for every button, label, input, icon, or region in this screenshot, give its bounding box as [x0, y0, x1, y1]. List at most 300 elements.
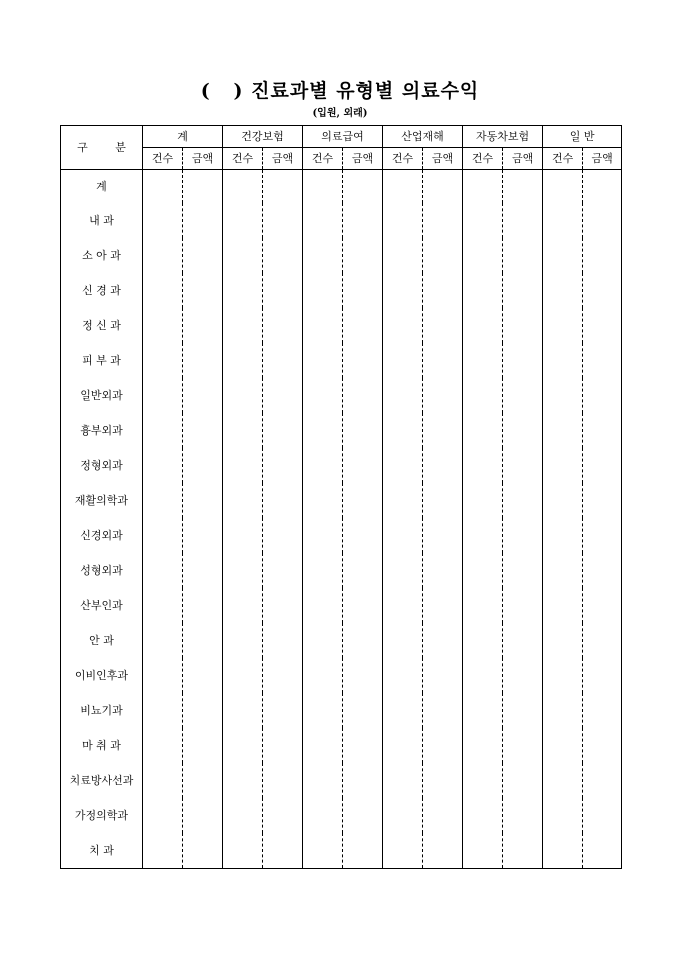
- amount-cell[interactable]: [503, 413, 543, 448]
- amount-cell[interactable]: [503, 623, 543, 658]
- count-cell[interactable]: [143, 170, 183, 204]
- count-cell[interactable]: [143, 273, 183, 308]
- amount-cell[interactable]: [583, 833, 622, 869]
- amount-cell[interactable]: [503, 448, 543, 483]
- count-cell[interactable]: [383, 413, 423, 448]
- amount-cell[interactable]: [423, 763, 463, 798]
- count-cell[interactable]: [303, 518, 343, 553]
- count-cell[interactable]: [143, 728, 183, 763]
- amount-cell[interactable]: [183, 833, 223, 869]
- count-subheader: 건수: [383, 148, 423, 170]
- count-cell[interactable]: [223, 833, 263, 869]
- count-cell[interactable]: [543, 308, 583, 343]
- count-cell[interactable]: [383, 553, 423, 588]
- count-cell[interactable]: [143, 623, 183, 658]
- count-cell[interactable]: [463, 273, 503, 308]
- amount-cell[interactable]: [263, 553, 303, 588]
- category-label: 정형외과: [61, 448, 143, 483]
- amount-subheader: 금액: [583, 148, 622, 170]
- group-header: 의료급여: [303, 126, 383, 148]
- amount-cell[interactable]: [263, 728, 303, 763]
- amount-cell[interactable]: [343, 553, 383, 588]
- count-cell[interactable]: [543, 623, 583, 658]
- count-cell[interactable]: [303, 588, 343, 623]
- table-row: [61, 378, 622, 413]
- table-row: [61, 553, 622, 588]
- amount-cell[interactable]: [343, 308, 383, 343]
- amount-cell[interactable]: [583, 658, 622, 693]
- amount-cell[interactable]: [343, 588, 383, 623]
- count-cell[interactable]: [383, 238, 423, 273]
- amount-cell[interactable]: [423, 273, 463, 308]
- amount-cell[interactable]: [183, 343, 223, 378]
- amount-cell[interactable]: [343, 658, 383, 693]
- amount-cell[interactable]: [183, 413, 223, 448]
- count-cell[interactable]: [223, 588, 263, 623]
- amount-cell[interactable]: [503, 343, 543, 378]
- count-cell[interactable]: [303, 170, 343, 204]
- amount-cell[interactable]: [583, 343, 622, 378]
- count-subheader: 건수: [143, 148, 183, 170]
- count-cell[interactable]: [463, 588, 503, 623]
- table-row: [61, 763, 622, 798]
- count-cell[interactable]: [463, 170, 503, 204]
- amount-cell[interactable]: [583, 448, 622, 483]
- count-cell[interactable]: [463, 308, 503, 343]
- table-row: [61, 273, 622, 308]
- amount-cell[interactable]: [503, 728, 543, 763]
- count-cell[interactable]: [143, 693, 183, 728]
- amount-cell[interactable]: [503, 518, 543, 553]
- count-cell[interactable]: [223, 658, 263, 693]
- count-cell[interactable]: [223, 763, 263, 798]
- count-cell[interactable]: [383, 728, 423, 763]
- table-row: [61, 588, 622, 623]
- count-cell[interactable]: [223, 343, 263, 378]
- amount-cell[interactable]: [503, 203, 543, 238]
- amount-cell[interactable]: [183, 448, 223, 483]
- amount-cell[interactable]: [503, 693, 543, 728]
- count-cell[interactable]: [543, 413, 583, 448]
- amount-cell[interactable]: [503, 238, 543, 273]
- table-row: [61, 833, 622, 869]
- count-cell[interactable]: [543, 693, 583, 728]
- amount-cell[interactable]: [183, 693, 223, 728]
- amount-cell[interactable]: [343, 378, 383, 413]
- amount-cell[interactable]: [263, 518, 303, 553]
- category-label: 흉부외과: [61, 413, 143, 448]
- group-header: 건강보험: [223, 126, 303, 148]
- amount-cell[interactable]: [503, 833, 543, 869]
- amount-cell[interactable]: [583, 798, 622, 833]
- count-cell[interactable]: [463, 763, 503, 798]
- count-cell[interactable]: [223, 553, 263, 588]
- amount-cell[interactable]: [423, 728, 463, 763]
- count-cell[interactable]: [143, 448, 183, 483]
- count-cell[interactable]: [383, 308, 423, 343]
- amount-cell[interactable]: [583, 308, 622, 343]
- count-cell[interactable]: [303, 448, 343, 483]
- amount-cell[interactable]: [423, 833, 463, 869]
- count-cell[interactable]: [303, 483, 343, 518]
- amount-subheader: 금액: [183, 148, 223, 170]
- amount-cell[interactable]: [343, 728, 383, 763]
- table-row: [61, 203, 622, 238]
- table-row: [61, 308, 622, 343]
- count-cell[interactable]: [143, 483, 183, 518]
- count-cell[interactable]: [143, 308, 183, 343]
- table-row: [61, 728, 622, 763]
- amount-subheader: 금액: [343, 148, 383, 170]
- count-cell[interactable]: [543, 553, 583, 588]
- amount-cell[interactable]: [423, 553, 463, 588]
- count-cell[interactable]: [463, 798, 503, 833]
- count-cell[interactable]: [383, 448, 423, 483]
- category-label: 재활의학과: [61, 483, 143, 518]
- count-cell[interactable]: [463, 833, 503, 869]
- count-cell[interactable]: [143, 378, 183, 413]
- amount-cell[interactable]: [343, 518, 383, 553]
- amount-cell[interactable]: [503, 553, 543, 588]
- count-cell[interactable]: [223, 203, 263, 238]
- count-cell[interactable]: [303, 833, 343, 869]
- count-cell[interactable]: [463, 413, 503, 448]
- count-cell[interactable]: [463, 378, 503, 413]
- amount-cell[interactable]: [183, 273, 223, 308]
- table-row: [61, 623, 622, 658]
- count-cell[interactable]: [383, 658, 423, 693]
- count-cell[interactable]: [143, 413, 183, 448]
- table-row: [61, 483, 622, 518]
- count-cell[interactable]: [303, 693, 343, 728]
- count-cell[interactable]: [383, 693, 423, 728]
- amount-cell[interactable]: [423, 343, 463, 378]
- amount-cell[interactable]: [343, 203, 383, 238]
- amount-cell[interactable]: [583, 728, 622, 763]
- table-row: [61, 170, 622, 204]
- count-cell[interactable]: [543, 798, 583, 833]
- amount-cell[interactable]: [343, 763, 383, 798]
- amount-cell[interactable]: [423, 413, 463, 448]
- category-label: 비뇨기과: [61, 693, 143, 728]
- count-cell[interactable]: [143, 658, 183, 693]
- group-header: 일 반: [543, 126, 622, 148]
- category-label: 소 아 과: [61, 238, 143, 273]
- count-cell[interactable]: [383, 170, 423, 204]
- count-cell[interactable]: [223, 413, 263, 448]
- count-cell[interactable]: [303, 308, 343, 343]
- amount-cell[interactable]: [503, 170, 543, 204]
- count-cell[interactable]: [383, 518, 423, 553]
- count-cell[interactable]: [383, 763, 423, 798]
- amount-cell[interactable]: [423, 448, 463, 483]
- amount-cell[interactable]: [503, 483, 543, 518]
- medical-revenue-table: [60, 125, 622, 869]
- count-cell[interactable]: [543, 203, 583, 238]
- count-cell[interactable]: [543, 588, 583, 623]
- table-row: [61, 448, 622, 483]
- count-cell[interactable]: [223, 448, 263, 483]
- count-cell[interactable]: [383, 798, 423, 833]
- count-cell[interactable]: [383, 833, 423, 869]
- amount-cell[interactable]: [583, 623, 622, 658]
- amount-cell[interactable]: [423, 588, 463, 623]
- count-cell[interactable]: [143, 343, 183, 378]
- amount-cell[interactable]: [503, 588, 543, 623]
- category-label: 마 취 과: [61, 728, 143, 763]
- amount-cell[interactable]: [423, 483, 463, 518]
- amount-cell[interactable]: [183, 658, 223, 693]
- count-cell[interactable]: [303, 413, 343, 448]
- amount-cell[interactable]: [343, 273, 383, 308]
- amount-cell[interactable]: [423, 518, 463, 553]
- amount-cell[interactable]: [183, 553, 223, 588]
- table-row: [61, 798, 622, 833]
- amount-cell[interactable]: [183, 238, 223, 273]
- amount-cell[interactable]: [583, 273, 622, 308]
- amount-cell[interactable]: [183, 308, 223, 343]
- count-cell[interactable]: [543, 170, 583, 204]
- count-cell[interactable]: [303, 238, 343, 273]
- amount-cell[interactable]: [423, 203, 463, 238]
- category-label: 내 과: [61, 203, 143, 238]
- amount-cell[interactable]: [343, 343, 383, 378]
- amount-cell[interactable]: [263, 658, 303, 693]
- category-label: 피 부 과: [61, 343, 143, 378]
- amount-cell[interactable]: [503, 763, 543, 798]
- category-label: 계: [61, 170, 143, 204]
- count-cell[interactable]: [543, 378, 583, 413]
- count-cell[interactable]: [383, 483, 423, 518]
- amount-cell[interactable]: [183, 588, 223, 623]
- amount-cell[interactable]: [503, 658, 543, 693]
- amount-cell[interactable]: [183, 763, 223, 798]
- category-label: 신경외과: [61, 518, 143, 553]
- amount-cell[interactable]: [183, 483, 223, 518]
- amount-cell[interactable]: [263, 693, 303, 728]
- amount-cell[interactable]: [263, 763, 303, 798]
- count-cell[interactable]: [543, 343, 583, 378]
- count-cell[interactable]: [303, 763, 343, 798]
- amount-cell[interactable]: [583, 413, 622, 448]
- count-cell[interactable]: [223, 273, 263, 308]
- amount-cell[interactable]: [263, 203, 303, 238]
- category-label: 치료방사선과: [61, 763, 143, 798]
- count-cell[interactable]: [303, 378, 343, 413]
- amount-cell[interactable]: [263, 833, 303, 869]
- count-cell[interactable]: [463, 238, 503, 273]
- count-subheader: 건수: [303, 148, 343, 170]
- amount-cell[interactable]: [583, 483, 622, 518]
- count-cell[interactable]: [463, 623, 503, 658]
- row-header: 구 분: [61, 126, 143, 170]
- count-cell[interactable]: [463, 728, 503, 763]
- amount-cell[interactable]: [263, 623, 303, 658]
- amount-cell[interactable]: [343, 238, 383, 273]
- count-cell[interactable]: [303, 798, 343, 833]
- count-cell[interactable]: [463, 343, 503, 378]
- count-cell[interactable]: [143, 238, 183, 273]
- count-cell[interactable]: [303, 658, 343, 693]
- amount-cell[interactable]: [583, 518, 622, 553]
- count-cell[interactable]: [303, 728, 343, 763]
- count-subheader: 건수: [463, 148, 503, 170]
- count-cell[interactable]: [463, 658, 503, 693]
- count-cell[interactable]: [223, 728, 263, 763]
- count-cell[interactable]: [463, 693, 503, 728]
- amount-cell[interactable]: [343, 448, 383, 483]
- count-cell[interactable]: [303, 623, 343, 658]
- amount-cell[interactable]: [183, 623, 223, 658]
- count-cell[interactable]: [223, 308, 263, 343]
- amount-cell[interactable]: [263, 273, 303, 308]
- amount-cell[interactable]: [503, 308, 543, 343]
- count-cell[interactable]: [223, 483, 263, 518]
- amount-cell[interactable]: [503, 273, 543, 308]
- amount-cell[interactable]: [263, 308, 303, 343]
- count-cell[interactable]: [383, 203, 423, 238]
- count-cell[interactable]: [463, 448, 503, 483]
- category-label: 신 경 과: [61, 273, 143, 308]
- category-label: 가정의학과: [61, 798, 143, 833]
- amount-cell[interactable]: [423, 308, 463, 343]
- amount-cell[interactable]: [503, 378, 543, 413]
- amount-cell[interactable]: [183, 170, 223, 204]
- table-row: [61, 518, 622, 553]
- count-cell[interactable]: [303, 273, 343, 308]
- amount-cell[interactable]: [183, 728, 223, 763]
- count-cell[interactable]: [543, 833, 583, 869]
- count-cell[interactable]: [223, 693, 263, 728]
- amount-cell[interactable]: [583, 238, 622, 273]
- amount-cell[interactable]: [263, 343, 303, 378]
- count-cell[interactable]: [303, 553, 343, 588]
- count-cell[interactable]: [463, 203, 503, 238]
- table-row: [61, 658, 622, 693]
- amount-cell[interactable]: [583, 203, 622, 238]
- document-title: ( ) 진료과별 유형별 의료수익: [200, 80, 480, 102]
- count-cell[interactable]: [543, 728, 583, 763]
- amount-cell[interactable]: [343, 483, 383, 518]
- count-cell[interactable]: [143, 553, 183, 588]
- count-cell[interactable]: [543, 448, 583, 483]
- amount-cell[interactable]: [263, 588, 303, 623]
- count-cell[interactable]: [223, 518, 263, 553]
- amount-cell[interactable]: [263, 413, 303, 448]
- amount-cell[interactable]: [583, 588, 622, 623]
- amount-cell[interactable]: [423, 238, 463, 273]
- category-label: 안 과: [61, 623, 143, 658]
- amount-cell[interactable]: [583, 693, 622, 728]
- count-cell[interactable]: [223, 623, 263, 658]
- count-cell[interactable]: [383, 623, 423, 658]
- amount-cell[interactable]: [423, 798, 463, 833]
- amount-cell[interactable]: [423, 693, 463, 728]
- count-cell[interactable]: [223, 170, 263, 204]
- count-cell[interactable]: [303, 343, 343, 378]
- amount-subheader: 금액: [423, 148, 463, 170]
- amount-cell[interactable]: [183, 203, 223, 238]
- count-cell[interactable]: [143, 588, 183, 623]
- amount-cell[interactable]: [343, 693, 383, 728]
- table-row: [61, 693, 622, 728]
- amount-cell[interactable]: [183, 798, 223, 833]
- amount-cell[interactable]: [343, 413, 383, 448]
- count-cell[interactable]: [383, 273, 423, 308]
- amount-cell[interactable]: [583, 763, 622, 798]
- count-cell[interactable]: [143, 203, 183, 238]
- category-label: 정 신 과: [61, 308, 143, 343]
- table-row: [61, 413, 622, 448]
- count-cell[interactable]: [543, 238, 583, 273]
- amount-cell[interactable]: [423, 658, 463, 693]
- count-cell[interactable]: [143, 518, 183, 553]
- amount-cell[interactable]: [343, 170, 383, 204]
- count-cell[interactable]: [543, 763, 583, 798]
- amount-cell[interactable]: [183, 378, 223, 413]
- amount-subheader: 금액: [263, 148, 303, 170]
- count-cell[interactable]: [303, 203, 343, 238]
- count-cell[interactable]: [383, 343, 423, 378]
- count-cell[interactable]: [383, 378, 423, 413]
- amount-cell[interactable]: [343, 798, 383, 833]
- amount-cell[interactable]: [423, 378, 463, 413]
- amount-cell[interactable]: [503, 798, 543, 833]
- count-subheader: 건수: [543, 148, 583, 170]
- amount-cell[interactable]: [263, 483, 303, 518]
- count-cell[interactable]: [463, 518, 503, 553]
- amount-cell[interactable]: [263, 448, 303, 483]
- count-subheader: 건수: [223, 148, 263, 170]
- count-cell[interactable]: [463, 483, 503, 518]
- count-cell[interactable]: [463, 553, 503, 588]
- document-subtitle: (입원, 외래): [312, 108, 368, 119]
- amount-cell[interactable]: [583, 378, 622, 413]
- count-cell[interactable]: [143, 798, 183, 833]
- count-cell[interactable]: [543, 483, 583, 518]
- amount-cell[interactable]: [263, 170, 303, 204]
- category-label: 산부인과: [61, 588, 143, 623]
- amount-cell[interactable]: [263, 378, 303, 413]
- count-cell[interactable]: [543, 518, 583, 553]
- category-label: 성형외과: [61, 553, 143, 588]
- amount-cell[interactable]: [343, 623, 383, 658]
- amount-cell[interactable]: [263, 238, 303, 273]
- count-cell[interactable]: [143, 833, 183, 869]
- amount-cell[interactable]: [583, 553, 622, 588]
- amount-cell[interactable]: [183, 518, 223, 553]
- amount-cell[interactable]: [423, 170, 463, 204]
- count-cell[interactable]: [223, 238, 263, 273]
- count-cell[interactable]: [543, 273, 583, 308]
- amount-cell[interactable]: [343, 833, 383, 869]
- count-cell[interactable]: [383, 588, 423, 623]
- group-header: 계: [143, 126, 223, 148]
- amount-cell[interactable]: [263, 798, 303, 833]
- table-row: [61, 343, 622, 378]
- count-cell[interactable]: [543, 658, 583, 693]
- amount-subheader: 금액: [503, 148, 543, 170]
- count-cell[interactable]: [223, 798, 263, 833]
- count-cell[interactable]: [223, 378, 263, 413]
- amount-cell[interactable]: [583, 170, 622, 204]
- amount-cell[interactable]: [423, 623, 463, 658]
- count-cell[interactable]: [143, 763, 183, 798]
- group-header: 산업재해: [383, 126, 463, 148]
- category-label: 치 과: [61, 833, 143, 869]
- category-label: 이비인후과: [61, 658, 143, 693]
- table-row: [61, 238, 622, 273]
